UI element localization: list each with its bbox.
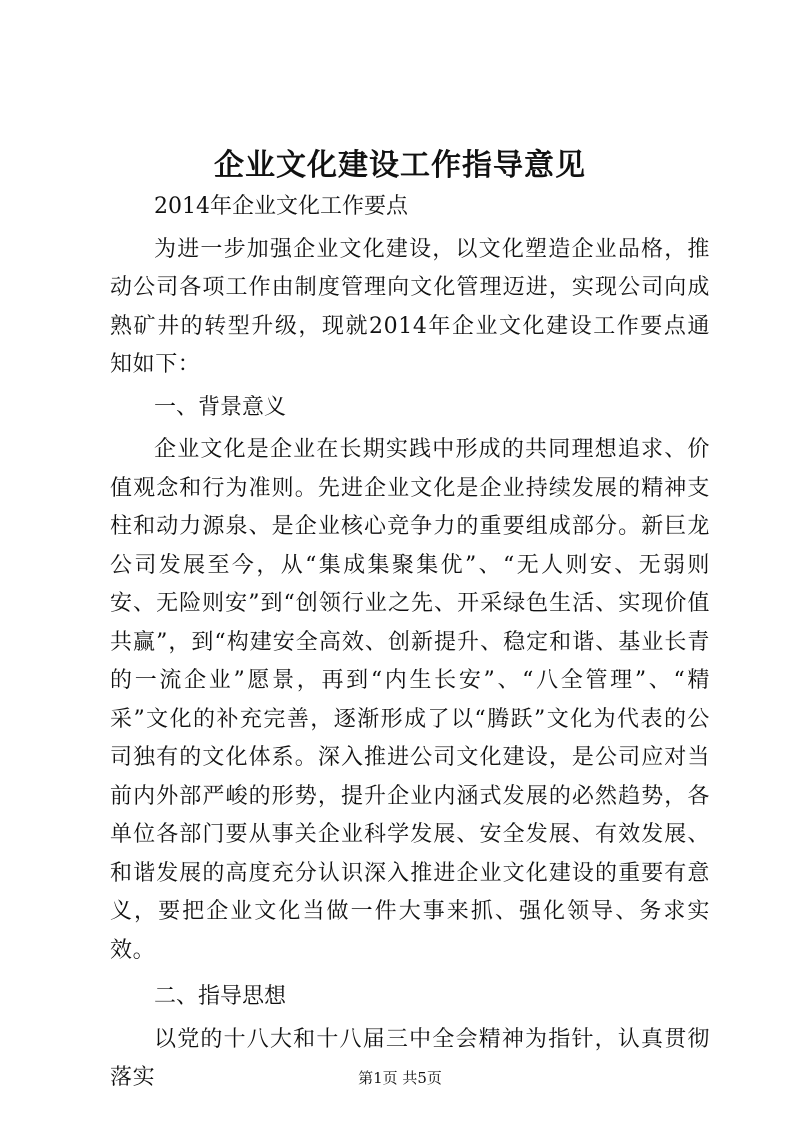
section1-paragraph: 企业文化是企业在长期实践中形成的共同理想追求、价值观念和行为准则。先进企业文化是企业持续发展的精神支柱和动力源泉、是企业核心竞争力的重要组成部分。新巨龙公司发展至今，从“集成集聚集优”、“无人则安、无弱则安、无险则安”到“创领行业之先、开采绿色生活、实现价值共赢”，到“构建安全高效、创新提升、稳定和谐、基业长青的一流企业”愿景，再到“内生长安”、“八全管理”、“精采”文化的补充完善，逐渐形成了以“腾跃”文化为代表的公司独有的文化体系。深入推进公司文化建设，是公司应对当前内外部严峻的形势，提升企业内涵式发展的必然趋势，各单位各部门要从事关企业科学发展、安全发展、有效发展、和谐发展的高度充分认识深入推进企业文化建设的重要有意义，要把企业文化当做一件大事来抓、强化领导、务求实效。 — [110, 437, 710, 963]
page-number: 第1页 共5页 — [358, 1069, 442, 1087]
section1-heading: 一、背景意义 — [154, 394, 287, 420]
section2-heading: 二、指导思想 — [154, 984, 287, 1009]
intro-paragraph: 为进一步加强企业文化建设，以文化塑造企业品格，推动公司各项工作由制度管理向文化管理迈进，实现公司向成熟矿井的转型升级，现就2014年企业文化建设工作要点通知如下： — [110, 236, 710, 377]
subtitle: 2014年企业文化工作要点 — [154, 194, 408, 219]
document-title: 企业文化建设工作指导意见 — [214, 148, 586, 183]
document-body — [110, 188, 710, 1098]
section2-paragraph: 以党的十八大和十八届三中全会精神为指针，认真贯彻落实 — [110, 1026, 710, 1090]
